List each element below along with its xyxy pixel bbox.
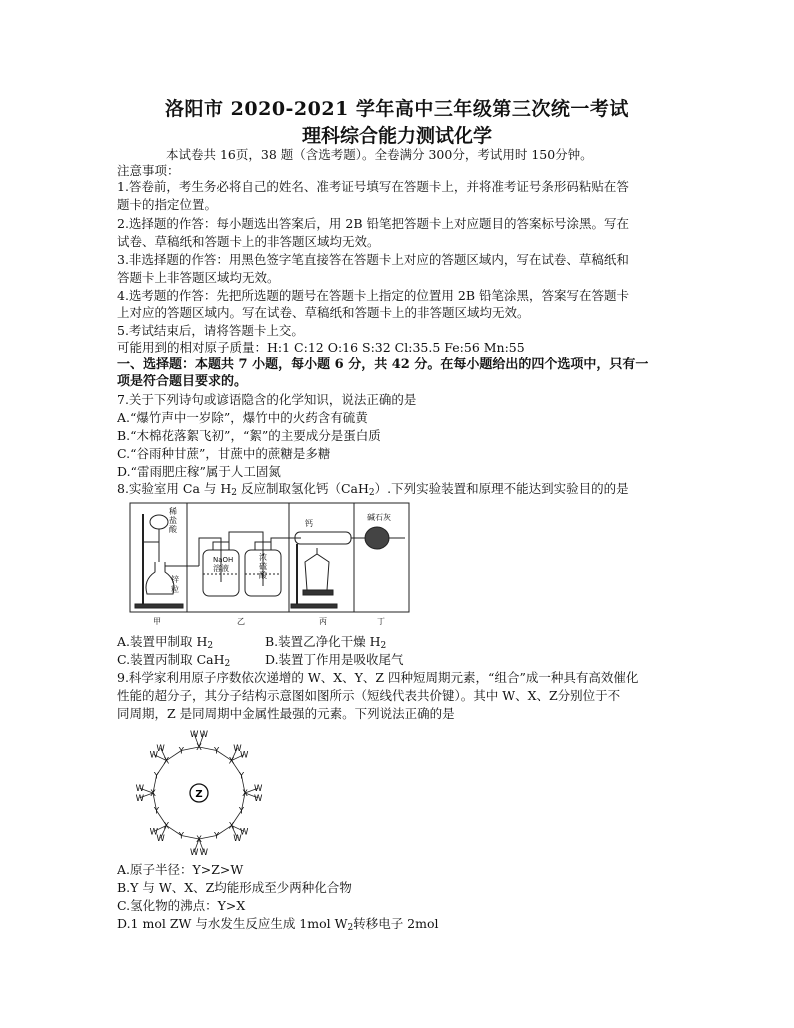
atom-w: W xyxy=(156,743,165,754)
q9-option-c: C.氢化物的沸点：Y>X xyxy=(117,898,246,913)
label-jia: 甲 xyxy=(153,617,161,626)
note-5: 5.考试结束后，请将答题卡上交。 xyxy=(117,323,304,338)
label-h2so4-3: 酸 xyxy=(259,571,267,580)
atom-w: W xyxy=(253,793,263,804)
atom-x: X xyxy=(163,821,170,832)
atom-y: Y xyxy=(153,806,160,817)
note-3b: 答题卡上非答题区域均无效。 xyxy=(117,270,280,285)
note-1a: 1.答卷前，考生务必将自己的姓名、准考证号填写在答题卡上，并将准考证号条形码粘贴在答 xyxy=(117,179,629,194)
label-calcium: 钙 xyxy=(305,519,313,528)
atom-y: Y xyxy=(153,771,160,782)
label-h2so4-1: 浓 xyxy=(259,553,267,562)
atom-w: W xyxy=(253,784,263,795)
label-ding: 丁 xyxy=(377,617,385,626)
notes-heading: 注意事项： xyxy=(117,163,180,178)
atom-y: Y xyxy=(178,831,184,842)
label-acid-3: 酸 xyxy=(169,525,177,534)
atom-x: X xyxy=(242,789,248,799)
q7-option-d: D.“雷雨肥庄稼”属于人工固氮 xyxy=(117,464,281,479)
atom-w: W xyxy=(135,793,145,804)
label-acid-1: 稀 xyxy=(169,507,177,516)
section-heading-2: 项是符合题目要求的。 xyxy=(117,374,248,389)
atom-w: W xyxy=(233,834,242,845)
atom-w: W xyxy=(233,743,242,754)
label-naoh-1: NaOH xyxy=(213,556,234,564)
q8-option-b: B.装置乙净化干燥 $H_2$ xyxy=(265,634,387,651)
center-atom-z: Z xyxy=(195,789,203,800)
note-2b: 试卷、草稿纸和答题卡上的非答题区域均无效。 xyxy=(117,234,380,249)
label-acid-2: 盐 xyxy=(169,516,177,525)
atom-x: X xyxy=(196,743,202,753)
label-zinc-1: 锌 xyxy=(171,575,179,584)
q9-option-b: B.Y 与 W、X、Z均能形成至少两种化合物 xyxy=(117,880,352,895)
q9-option-a: A.原子半径：Y>Z>W xyxy=(117,862,244,877)
atom-w: W xyxy=(189,729,199,740)
q9-option-d: D.1 mol ZW 与水发生反应生成 1mol $W_2$转移电子 2mol xyxy=(117,916,439,931)
label-bing: 丙 xyxy=(319,617,327,626)
exam-info: 本试卷共 16页，38 题（含选考题）。全卷满分 300分，考试用时 150分钟。 xyxy=(166,147,593,162)
note-1b: 题卡的指定位置。 xyxy=(117,197,218,212)
atom-x: X xyxy=(228,756,235,767)
atom-w: W xyxy=(199,848,209,859)
apparatus-figure xyxy=(129,502,410,628)
atom-w: W xyxy=(135,784,145,795)
atom-x: X xyxy=(228,821,235,832)
section-heading-1: 一、选择题：本题共 7 小题，每小题 6 分，共 42 分。在每小题给出的四个选项中，只有一 xyxy=(117,357,649,372)
q8-option-d: D.装置丁作用是吸收尾气 xyxy=(265,652,404,667)
q7-option-b: B.“木棉花落絮飞初”，“絮”的主要成分是蛋白质 xyxy=(117,428,381,443)
atomic-masses: 可能用到的相对原子质量：H:1 C:12 O:16 S:32 Cl:35.5 Fe:56 Mn:55 xyxy=(117,340,525,355)
atom-w: W xyxy=(149,750,158,761)
q8-option-c: C.装置丙制取 CaH$_2$ xyxy=(117,652,231,669)
label-naoh-2: 溶液 xyxy=(213,564,229,573)
atom-w: W xyxy=(240,827,249,838)
q8-stem: 8.实验室用 Ca 与 $H_2$ 反应制取氢化钙（CaH$_2$）.下列实验装置和原理不能达到实验目的的是 xyxy=(117,481,629,496)
exam-subtitle: 理科综合能力测试化学 xyxy=(301,125,492,147)
atom-x: X xyxy=(150,789,156,799)
atom-w: W xyxy=(189,848,199,859)
exam-title: 洛阳市 2020-2021 学年高中三年级第三次统一考试 xyxy=(165,98,629,120)
label-zinc-2: 粒 xyxy=(171,585,179,594)
atom-y: Y xyxy=(214,746,220,757)
note-2a: 2.选择题的作答：每小题选出答案后，用 2B 铅笔把答题卡上对应题目的答案标号涂黑。写在 xyxy=(117,216,630,231)
label-soda-lime: 碱石灰 xyxy=(367,513,391,522)
atom-x: X xyxy=(163,756,170,767)
label-yi: 乙 xyxy=(237,617,245,626)
atom-x: X xyxy=(196,835,202,845)
q7-option-a: A.“爆竹声中一岁除”，爆竹中的火药含有硫黄 xyxy=(117,410,368,425)
atom-w: W xyxy=(149,827,158,838)
q9-stem-2: 性能的超分子，其分子结构示意图如图所示（短线代表共价键）。其中 W、X、Z分别位于不 xyxy=(117,688,621,703)
atom-w: W xyxy=(240,750,249,761)
q7-stem: 7.关于下列诗句或谚语隐含的化学知识，说法正确的是 xyxy=(117,392,417,407)
note-4a: 4.选考题的作答：先把所选题的题号在答题卡上指定的位置用 2B 铅笔涂黑，答案写在答题卡 xyxy=(117,288,630,303)
q9-stem-1: 9.科学家利用原子序数依次递增的 W、X、Y、Z 四种短周期元素，“组合”成一种具有高效催化 xyxy=(117,670,639,685)
atom-w: W xyxy=(156,834,165,845)
note-4b: 上对应的答题区域内。写在试卷、草稿纸和答题卡上的非答题区域均无效。 xyxy=(117,305,530,320)
atom-y: Y xyxy=(238,771,245,782)
molecule-structure-figure xyxy=(124,727,274,860)
atom-y: Y xyxy=(178,746,184,757)
atom-w: W xyxy=(199,729,209,740)
atom-y: Y xyxy=(238,806,245,817)
q8-option-a: A.装置甲制取 $H_2$ xyxy=(117,634,214,651)
atom-y: Y xyxy=(214,831,220,842)
q7-option-c: C.“谷雨种甘蔗”，甘蔗中的蔗糖是多糖 xyxy=(117,446,331,461)
note-3a: 3.非选择题的作答：用黑色签字笔直接答在答题卡上对应的答题区域内，写在试卷、草稿纸和 xyxy=(117,252,629,267)
q9-stem-3: 同周期，Z 是同周期中金属性最强的元素。下列说法正确的是 xyxy=(117,706,455,721)
label-h2so4-2: 硫 xyxy=(259,562,267,571)
